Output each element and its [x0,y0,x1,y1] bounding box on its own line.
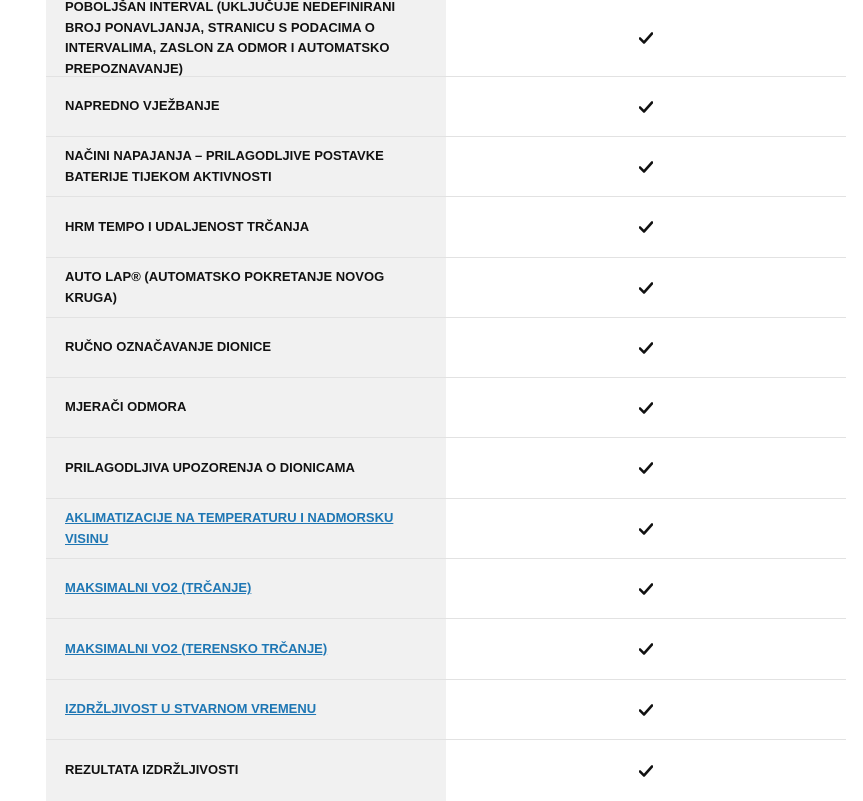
table-row [46,438,846,499]
checkmark-icon [639,765,653,777]
feature-label: RUČNO OZNAČAVANJE DIONICE [65,339,272,355]
feature-label: POBOLJŠAN INTERVAL (UKLJUČUJE NEDEFINIRANI BROJ PONAVLJANJA, STRANICU S PODACIMA O INTERVALIMA, ZASLON ZA ODMOR I AUTOMATSKO PREPOZNAVANJE) [65,0,396,76]
table-row [46,137,846,197]
feature-label-cell [46,378,446,437]
table-row [46,197,846,258]
feature-value-cell [446,559,846,618]
feature-value-cell [446,438,846,498]
feature-label: MJERAČI ODMORA [65,399,187,415]
feature-comparison-table [46,0,846,801]
feature-label-cell [46,499,446,558]
feature-label-cell [46,559,446,618]
table-row [46,77,846,137]
feature-label: PRILAGODLJIVA UPOZORENJA O DIONICAMA [65,459,355,475]
feature-value-cell [446,499,846,558]
feature-label-cell [46,0,446,76]
table-row [46,680,846,740]
feature-link-vo2-terensko[interactable]: MAKSIMALNI VO2 (TERENSKO TRČANJE) [65,640,328,656]
table-row [46,0,846,77]
checkmark-icon [639,704,653,716]
checkmark-icon [639,221,653,233]
checkmark-icon [639,583,653,595]
feature-value-cell [446,197,846,257]
feature-label-cell [46,438,446,498]
feature-link-vo2-trcanje[interactable]: MAKSIMALNI VO2 (TRČANJE) [65,580,252,596]
feature-value-cell [446,77,846,136]
feature-label-cell [46,197,446,257]
feature-value-cell [446,619,846,679]
checkmark-icon [639,402,653,414]
feature-link-izdrzljivost[interactable]: IZDRŽLJIVOST U STVARNOM VREMENU [65,701,317,717]
feature-label-cell [46,77,446,136]
table-row [46,378,846,438]
table-row [46,258,846,318]
checkmark-icon [639,32,653,44]
table-row [46,318,846,378]
feature-label-cell [46,318,446,377]
checkmark-icon [639,523,653,535]
table-row [46,499,846,559]
feature-label-cell [46,258,446,317]
table-row [46,619,846,680]
feature-link-aklimatizacije[interactable]: AKLIMATIZACIJE NA TEMPERATURU I NADMORSKU VISINU [65,510,394,546]
feature-value-cell [446,680,846,739]
checkmark-icon [639,462,653,474]
feature-value-cell [446,137,846,196]
feature-label: REZULTATA IZDRŽLJIVOSTI [65,762,239,778]
feature-label-cell [46,137,446,196]
feature-label: HRM TEMPO I UDALJENOST TRČANJA [65,218,310,234]
feature-label: NAČINI NAPAJANJA – PRILAGODLJIVE POSTAVKE BATERIJE TIJEKOM AKTIVNOSTI [65,148,384,184]
feature-label-cell [46,619,446,679]
feature-value-cell [446,378,846,437]
feature-label-cell [46,680,446,739]
feature-label: NAPREDNO VJEŽBANJE [65,98,220,114]
feature-value-cell [446,258,846,317]
table-row [46,559,846,619]
checkmark-icon [639,101,653,113]
checkmark-icon [639,643,653,655]
checkmark-icon [639,161,653,173]
checkmark-icon [639,342,653,354]
feature-value-cell [446,0,846,76]
checkmark-icon [639,282,653,294]
feature-value-cell [446,318,846,377]
feature-label: AUTO LAP® (AUTOMATSKO POKRETANJE NOVOG KRUGA) [65,269,385,305]
